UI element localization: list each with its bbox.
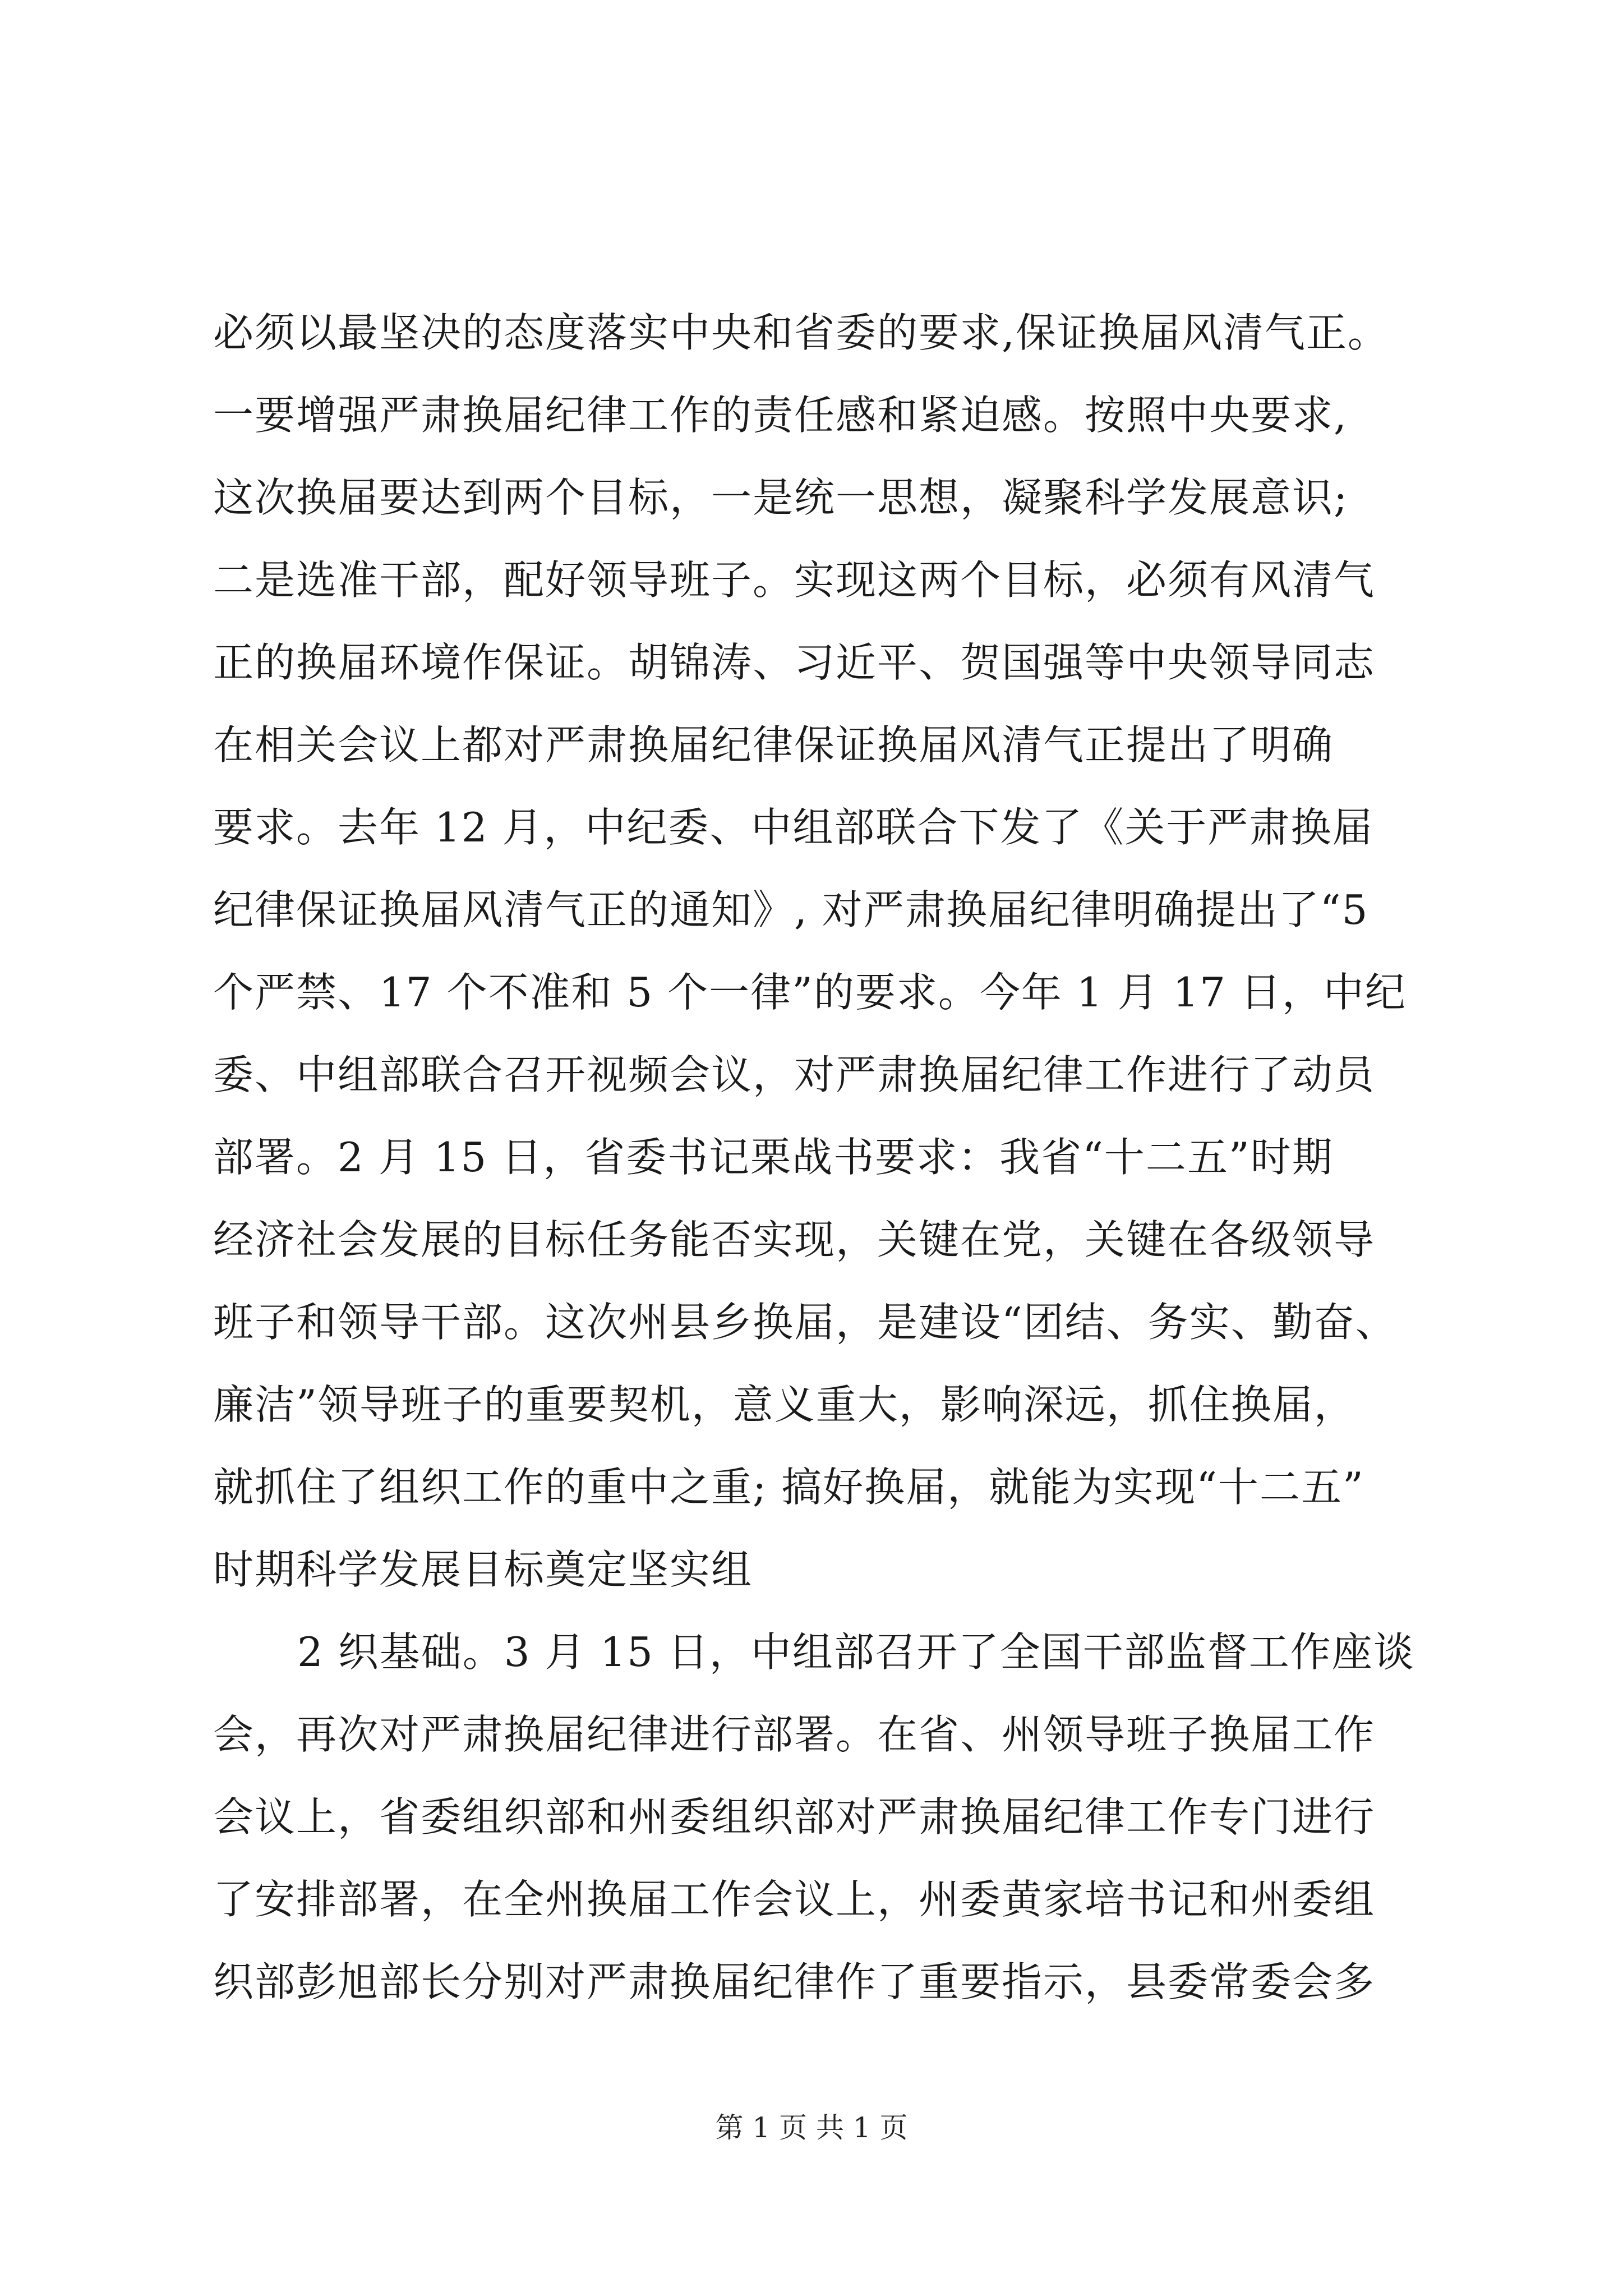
paragraph-line: 织部彭旭部长分别对严肃换届纪律作了重要指示，县委常委会多 xyxy=(213,1958,1376,2005)
paragraph-line: 廉洁”领导班子的重要契机，意义重大，影响深远，抓住换届， xyxy=(213,1381,1355,1428)
paragraph-line: 2 织基础。3 月 15 日，中组部召开了全国干部监督工作座谈 xyxy=(297,1628,1415,1676)
paragraph-line: 个严禁、17 个不准和 5 个一律”的要求。今年 1 月 17 日，中纪 xyxy=(213,969,1407,1016)
paragraph-line: 这次换届要达到两个目标，一是统一思想，凝聚科学发展意识; xyxy=(213,474,1349,521)
paragraph-line: 在相关会议上都对严肃换届纪律保证换届风清气正提出了明确 xyxy=(213,721,1334,769)
paragraph-line: 一要增强严肃换届纪律工作的责任感和紧迫感。按照中央要求, xyxy=(213,392,1348,439)
paragraph-line: 要求。去年 12 月，中纪委、中组部联合下发了《关于严肃换届 xyxy=(213,804,1374,851)
paragraph-line: 班子和领导干部。这次州县乡换届，是建设“团结、务实、勤奋、 xyxy=(213,1299,1397,1346)
paragraph-line: 会议上，省委组织部和州委组织部对严肃换届纪律工作专门进行 xyxy=(213,1793,1376,1841)
paragraph-line: 委、中组部联合召开视频会议，对严肃换届纪律工作进行了动员 xyxy=(213,1051,1376,1098)
paragraph-line: 二是选准干部，配好领导班子。实现这两个目标，必须有风清气 xyxy=(213,556,1376,604)
page-footer: 第 1 页 共 1 页 xyxy=(715,2111,908,2144)
paragraph-line: 时期科学发展目标奠定坚实组 xyxy=(213,1546,753,1593)
paragraph-line: 了安排部署，在全州换届工作会议上，州委黄家培书记和州委组 xyxy=(213,1876,1376,1923)
paragraph-line: 会，再次对严肃换届纪律进行部署。在省、州领导班子换届工作 xyxy=(213,1711,1376,1758)
paragraph-line: 经济社会发展的目标任务能否实现，关键在党，关键在各级领导 xyxy=(213,1216,1376,1263)
paragraph-line: 正的换届环境作保证。胡锦涛、习近平、贺国强等中央领导同志 xyxy=(213,639,1376,686)
paragraph-line: 纪律保证换届风清气正的通知》, 对严肃换届纪律明确提出了“5 xyxy=(213,886,1369,933)
paragraph-line: 部署。2 月 15 日，省委书记栗战书要求：我省“十二五”时期 xyxy=(213,1134,1334,1181)
paragraph-line: 就抓住了组织工作的重中之重; 搞好换届，就能为实现“十二五” xyxy=(213,1464,1364,1511)
paragraph-line: 必须以最坚决的态度落实中央和省委的要求,保证换届风清气正。 xyxy=(213,309,1389,356)
